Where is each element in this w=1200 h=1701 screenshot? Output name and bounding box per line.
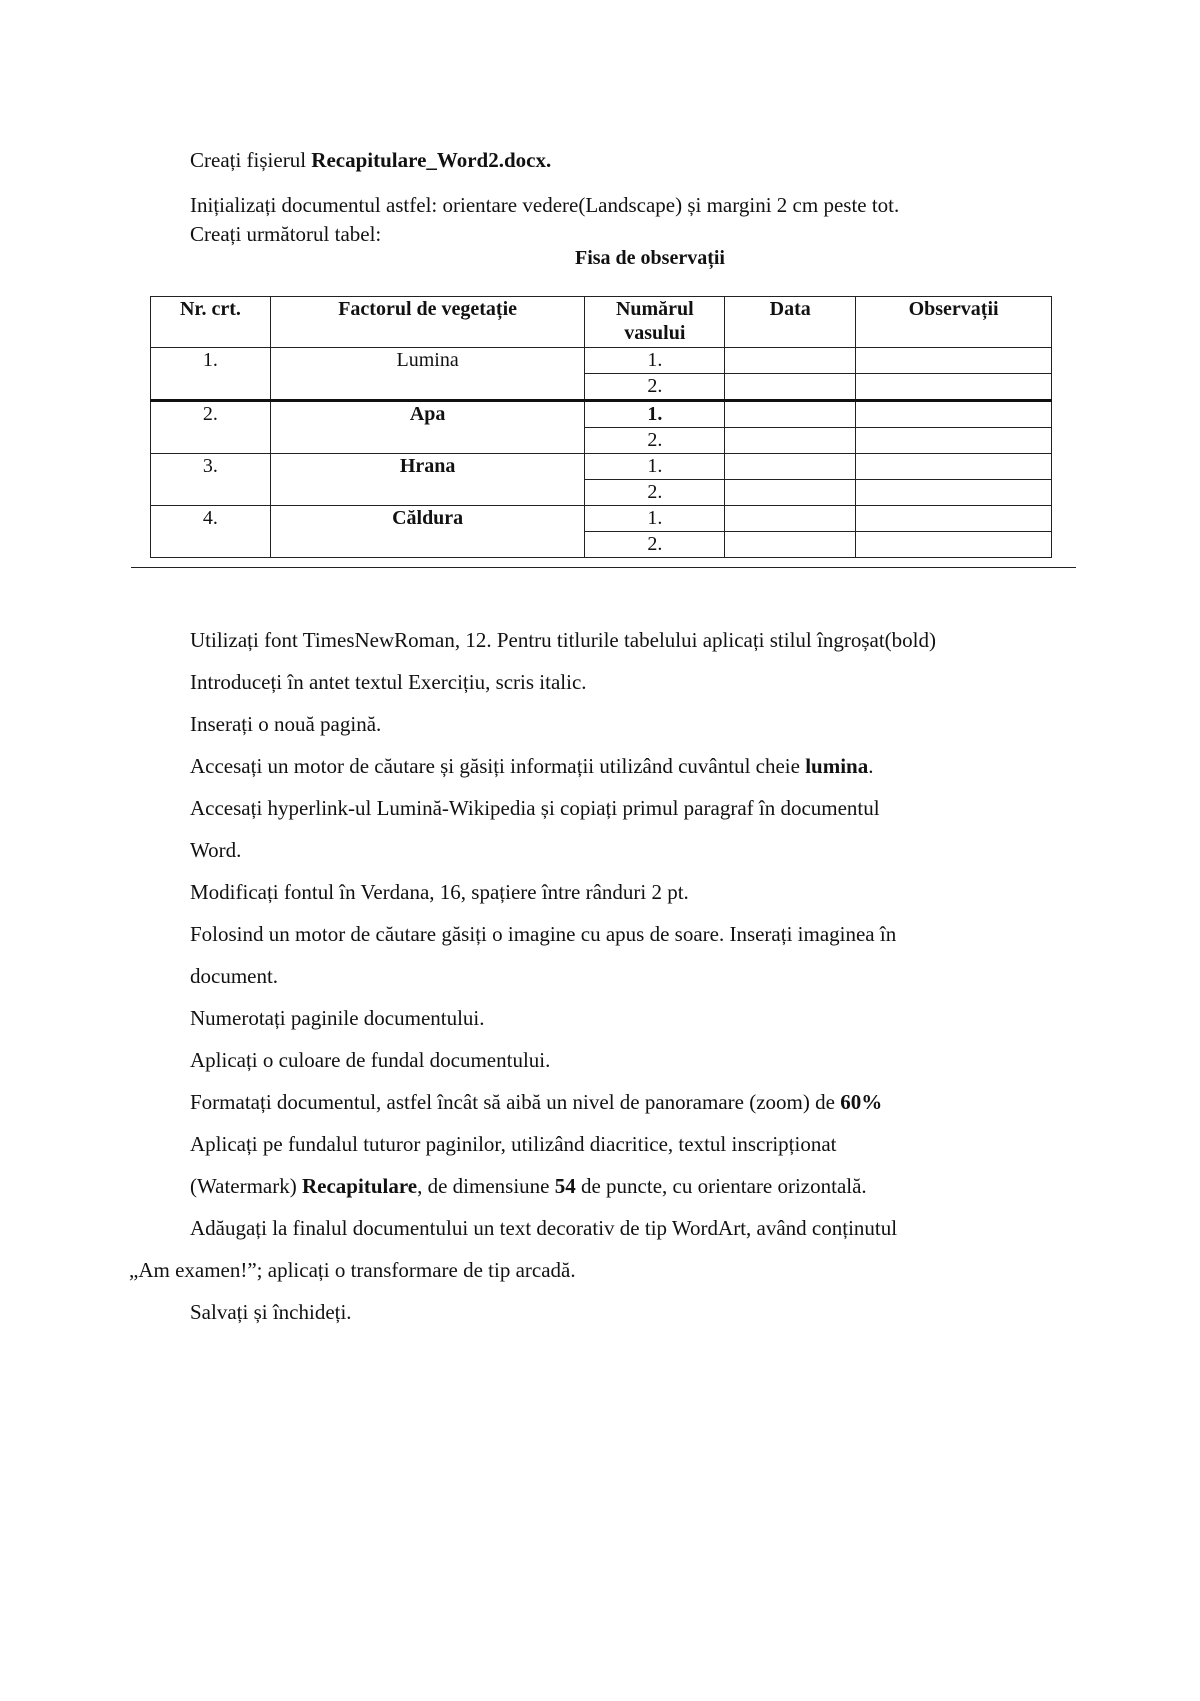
item-text: Adăugați la finalul documentului un text decorativ de tip WordArt, având conținutul — [190, 1216, 898, 1240]
item-text: Modificați fontul în Verdana, 16, spațiere între rânduri 2 pt. — [190, 880, 689, 904]
cell-observatii — [856, 480, 1052, 506]
cell-nr: 2. — [151, 401, 271, 454]
cell-vas: 1. — [585, 506, 725, 532]
cell-observatii — [856, 428, 1052, 454]
cell-observatii — [856, 348, 1052, 374]
header-vas: Numărul vasului — [585, 297, 725, 348]
table-title: Fisa de observații — [575, 247, 725, 269]
cell-factor: Hrana — [270, 454, 585, 506]
cell-observatii — [856, 532, 1052, 558]
item-text: Inițializați documentul astfel: orientare vedere(Landscape) și margini 2 cm peste tot. — [190, 193, 900, 217]
cell-data — [725, 348, 856, 374]
cell-data — [725, 454, 856, 480]
cell-vas: 2. — [585, 374, 725, 401]
table-row — [151, 401, 1052, 428]
item-continuation: document. — [190, 964, 279, 988]
cell-vas: 2. — [585, 480, 725, 506]
cell-data — [725, 374, 856, 401]
cell-vas: 1. — [585, 401, 725, 428]
cell-nr: 1. — [151, 348, 271, 401]
observation-table — [150, 296, 1052, 558]
item-text: Numerotați paginile documentului. — [190, 1006, 485, 1030]
item-text: Salvați și închideți. — [190, 1300, 352, 1324]
cell-vas: 1. — [585, 454, 725, 480]
cell-data — [725, 428, 856, 454]
header-data: Data — [725, 297, 856, 348]
cell-factor: Lumina — [270, 348, 585, 401]
header-nr: Nr. crt. — [151, 297, 271, 348]
cell-factor: Căldura — [270, 506, 585, 558]
item-text: Accesați un motor de căutare și găsiți informații utilizând cuvântul cheie lumina. — [190, 754, 874, 778]
header-factor: Factorul de vegetație — [270, 297, 585, 348]
horizontal-rule — [131, 567, 1076, 568]
table-row — [151, 454, 1052, 480]
cell-vas: 2. — [585, 532, 725, 558]
item-text: Utilizați font TimesNewRoman, 12. Pentru titlurile tabelului aplicați stilul îngroșat(bold) — [190, 628, 936, 652]
item-text: Inserați o nouă pagină. — [190, 712, 382, 736]
item-text: Aplicați pe fundalul tuturor paginilor, utilizând diacritice, textul inscripționat — [190, 1132, 837, 1156]
item-continuation: „Am examen!”; aplicați o transformare de tip arcadă. — [129, 1258, 576, 1282]
cell-observatii — [856, 454, 1052, 480]
table-row — [151, 506, 1052, 532]
item-continuation: (Watermark) Recapitulare, de dimensiune 54 de puncte, cu orientare orizontală. — [190, 1174, 867, 1198]
cell-vas: 2. — [585, 428, 725, 454]
cell-nr: 4. — [151, 506, 271, 558]
item-text: Creați fișierul Recapitulare_Word2.docx. — [190, 148, 552, 172]
table-header-row — [151, 297, 1052, 348]
cell-nr: 3. — [151, 454, 271, 506]
cell-observatii — [856, 374, 1052, 401]
item-continuation: Word. — [190, 838, 242, 862]
cell-factor: Apa — [270, 401, 585, 454]
cell-data — [725, 480, 856, 506]
item-text: Aplicați o culoare de fundal documentului. — [190, 1048, 551, 1072]
cell-data — [725, 532, 856, 558]
header-observatii: Observații — [856, 297, 1052, 348]
cell-vas: 1. — [585, 348, 725, 374]
table-row — [151, 348, 1052, 374]
item-text: Formatați documentul, astfel încât să aibă un nivel de panoramare (zoom) de 60% — [190, 1090, 883, 1114]
cell-observatii — [856, 506, 1052, 532]
cell-data — [725, 506, 856, 532]
cell-observatii — [856, 401, 1052, 428]
item-text: Folosind un motor de căutare găsiți o imagine cu apus de soare. Inserați imaginea în — [190, 922, 897, 946]
item-continuation: Accesați hyperlink-ul Lumină-Wikipedia și copiați primul paragraf în documentul — [190, 796, 880, 820]
cell-data — [725, 401, 856, 428]
item-text: Creați următorul tabel: — [190, 222, 382, 246]
item-text: Introduceți în antet textul Exercițiu, scris italic. — [190, 670, 587, 694]
